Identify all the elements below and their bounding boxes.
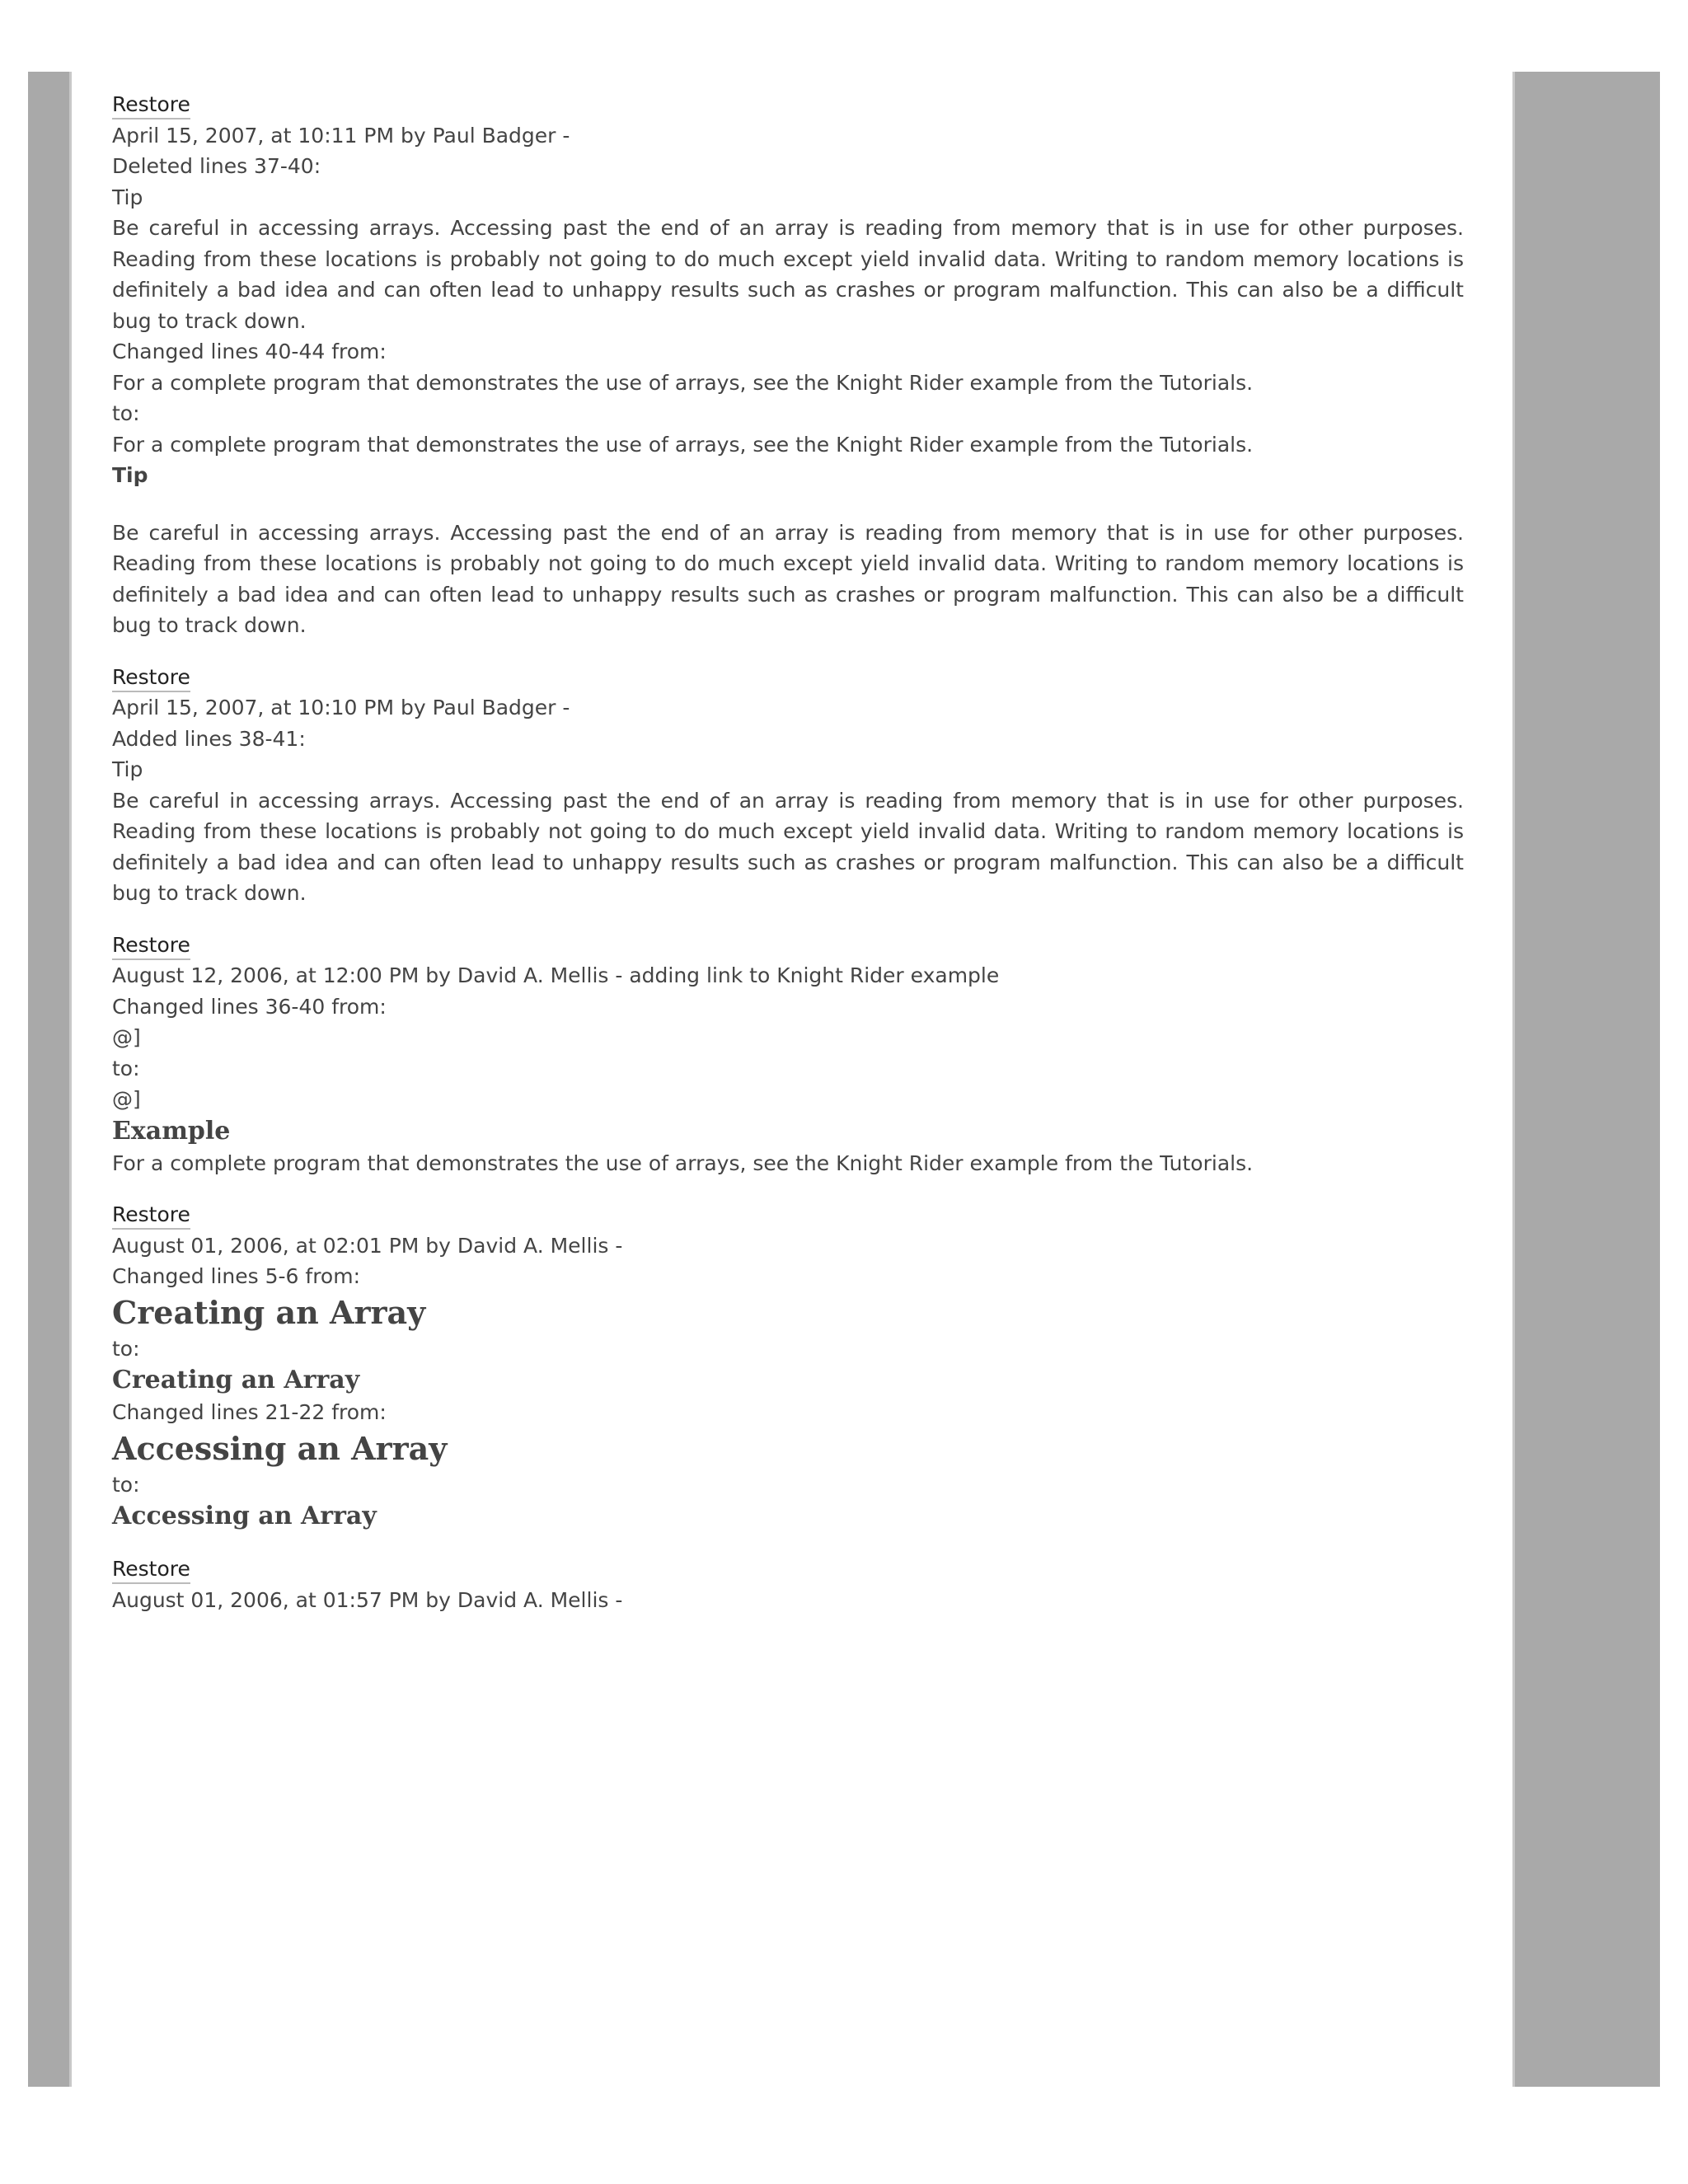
entry-meta: August 01, 2006, at 02:01 PM by David A. Mellis - — [112, 1233, 623, 1258]
section-heading-large: Creating an Array — [112, 1293, 426, 1331]
section-heading: Example — [112, 1116, 231, 1146]
to-label: to: — [112, 401, 140, 425]
section-heading: Accessing an Array — [112, 1502, 377, 1530]
change-summary: Changed lines 40-44 from: — [112, 340, 387, 363]
to-label: to: — [112, 1472, 140, 1497]
history-entry — [112, 1199, 1464, 1533]
page-history-content — [112, 89, 1464, 1615]
left-margin-bar-edge — [69, 72, 72, 2087]
restore-link[interactable]: Restore — [112, 91, 190, 120]
section-heading-large: Accessing an Array — [112, 1429, 448, 1467]
code-fragment: @] — [112, 1087, 141, 1111]
example-paragraph: For a complete program that demonstrates the use of arrays, see the Knight Rider example from the Tutorials. — [112, 370, 1254, 395]
to-label: to: — [112, 1056, 140, 1080]
change-summary: Deleted lines 37-40: — [112, 154, 321, 178]
right-margin-bar — [1515, 72, 1660, 2087]
code-fragment: @] — [112, 1025, 141, 1049]
change-summary: Added lines 38-41: — [112, 726, 306, 751]
tip-label: Tip — [112, 185, 143, 209]
change-summary: Changed lines 21-22 from: — [112, 1400, 387, 1424]
entry-meta: August 12, 2006, at 12:00 PM by David A. Mellis - adding link to Knight Rider example — [112, 963, 1000, 987]
change-summary: Changed lines 5-6 from: — [112, 1264, 361, 1288]
history-entry — [112, 662, 1464, 909]
left-margin-bar — [28, 72, 69, 2087]
tip-paragraph: Be careful in accessing arrays. Accessing past the end of an array is reading from memory that is in use for other purposes. Reading from these locations is probably not going to do much except yield invalid data. Writing to random memory locations is definitely a bad idea and can often lead to unhappy results such as crashes or program malfunction. This can also be a difficult bug to track down. — [112, 216, 1464, 333]
entry-meta: April 15, 2007, at 10:10 PM by Paul Badger - — [112, 696, 570, 719]
example-paragraph: For a complete program that demonstrates the use of arrays, see the Knight Rider example from the Tutorials. — [112, 432, 1254, 457]
restore-link[interactable]: Restore — [112, 1202, 190, 1230]
to-label: to: — [112, 1336, 140, 1361]
history-entry — [112, 930, 1464, 1179]
tip-label: Tip — [112, 757, 143, 781]
section-heading: Creating an Array — [112, 1366, 360, 1394]
tip-paragraph: Be careful in accessing arrays. Accessing past the end of an array is reading from memory that is in use for other purposes. Reading from these locations is probably not going to do much except yield invalid data. Writing to random memory locations is definitely a bad idea and can often lead to unhappy results such as crashes or program malfunction. This can also be a difficult bug to track down. — [112, 520, 1464, 637]
tip-heading: Tip — [112, 463, 148, 487]
change-summary: Changed lines 36-40 from: — [112, 994, 387, 1019]
history-entry — [112, 1554, 1464, 1615]
restore-link[interactable]: Restore — [112, 664, 190, 692]
entry-meta: August 01, 2006, at 01:57 PM by David A. Mellis - — [112, 1587, 623, 1612]
example-paragraph: For a complete program that demonstrates the use of arrays, see the Knight Rider example from the Tutorials. — [112, 1151, 1254, 1175]
history-entry — [112, 89, 1464, 641]
restore-link[interactable]: Restore — [112, 1556, 190, 1584]
tip-paragraph: Be careful in accessing arrays. Accessing past the end of an array is reading from memory that is in use for other purposes. Reading from these locations is probably not going to do much except yield invalid data. Writing to random memory locations is definitely a bad idea and can often lead to unhappy results such as crashes or program malfunction. This can also be a difficult bug to track down. — [112, 788, 1464, 905]
entry-meta: April 15, 2007, at 10:11 PM by Paul Badger - — [112, 123, 570, 148]
restore-link[interactable]: Restore — [112, 932, 190, 960]
